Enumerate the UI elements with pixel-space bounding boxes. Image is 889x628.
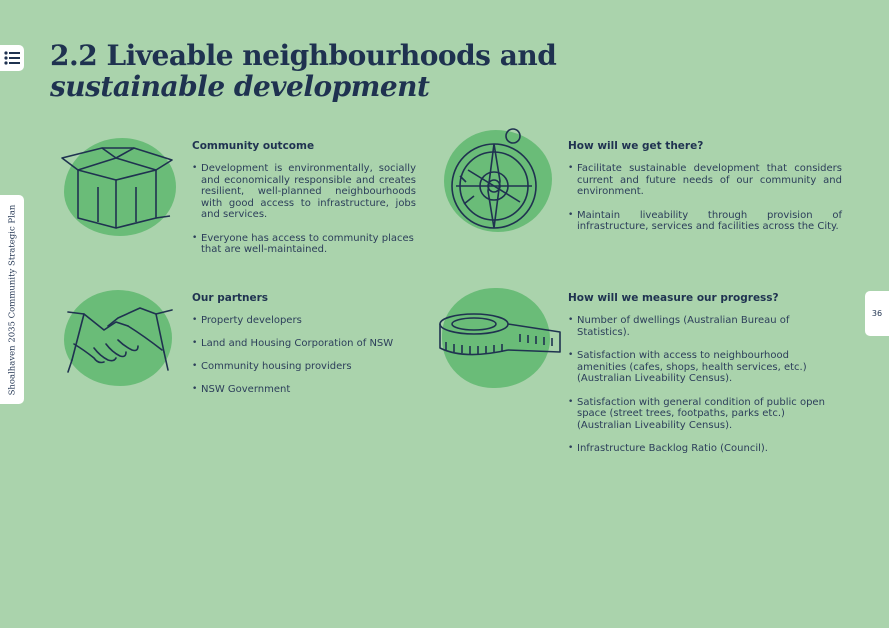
side-document-tab xyxy=(0,195,24,404)
list-item: • Community housing providers xyxy=(192,361,416,373)
community-outcome-heading: Community outcome xyxy=(192,140,315,152)
list-item: • Land and Housing Corporation of NSW xyxy=(192,338,416,350)
page-number-tab xyxy=(865,291,889,336)
list-item: • Satisfaction with general condition of public open space (street trees, footpaths, parks etc.) (Australian Liveability Census). xyxy=(568,397,826,432)
progress-list xyxy=(568,315,826,455)
progress-heading: How will we measure our progress? xyxy=(568,292,779,304)
menu-button[interactable] xyxy=(0,45,24,71)
list-item: • Development is environmentally, socially and economically responsible and creates resilient, well-planned neighbourhoods with good access to infrastructure, jobs and services. xyxy=(192,163,416,221)
community-outcome-list xyxy=(192,163,416,256)
list-item: • Number of dwellings (Australian Bureau of Statistics). xyxy=(568,315,826,338)
page-title xyxy=(50,40,556,102)
measuring-tape-icon xyxy=(434,302,564,362)
list-item: • Everyone has access to community places that are well-maintained. xyxy=(192,233,416,256)
partners-heading: Our partners xyxy=(192,292,269,304)
get-there-heading: How will we get there? xyxy=(568,140,704,152)
title-line-2: sustainable development xyxy=(50,70,430,103)
list-item: • Infrastructure Backlog Ratio (Council). xyxy=(568,443,826,455)
handshake-icon xyxy=(64,300,176,380)
get-there-list xyxy=(568,163,842,233)
list-item: • Maintain liveability through provision of infrastructure, services and facilities across the City. xyxy=(568,210,842,233)
title-line-1: 2.2 Liveable neighbourhoods and xyxy=(50,39,557,72)
list-item: • Property developers xyxy=(192,315,416,327)
list-menu-icon xyxy=(4,51,20,65)
list-item: • Satisfaction with access to neighbourhood amenities (cafes, shops, health services, etc.) (Australian Liveability Census). xyxy=(568,350,826,385)
side-label: Shoalhaven 2035 Community Strategic Plan xyxy=(7,204,17,395)
page-number: 36 xyxy=(871,309,883,318)
list-item: • NSW Government xyxy=(192,384,416,396)
open-box-icon xyxy=(58,140,178,235)
compass-icon xyxy=(446,126,546,236)
list-item: • Facilitate sustainable development that considers current and future needs of our community and environment. xyxy=(568,163,842,198)
partners-list xyxy=(192,315,416,396)
